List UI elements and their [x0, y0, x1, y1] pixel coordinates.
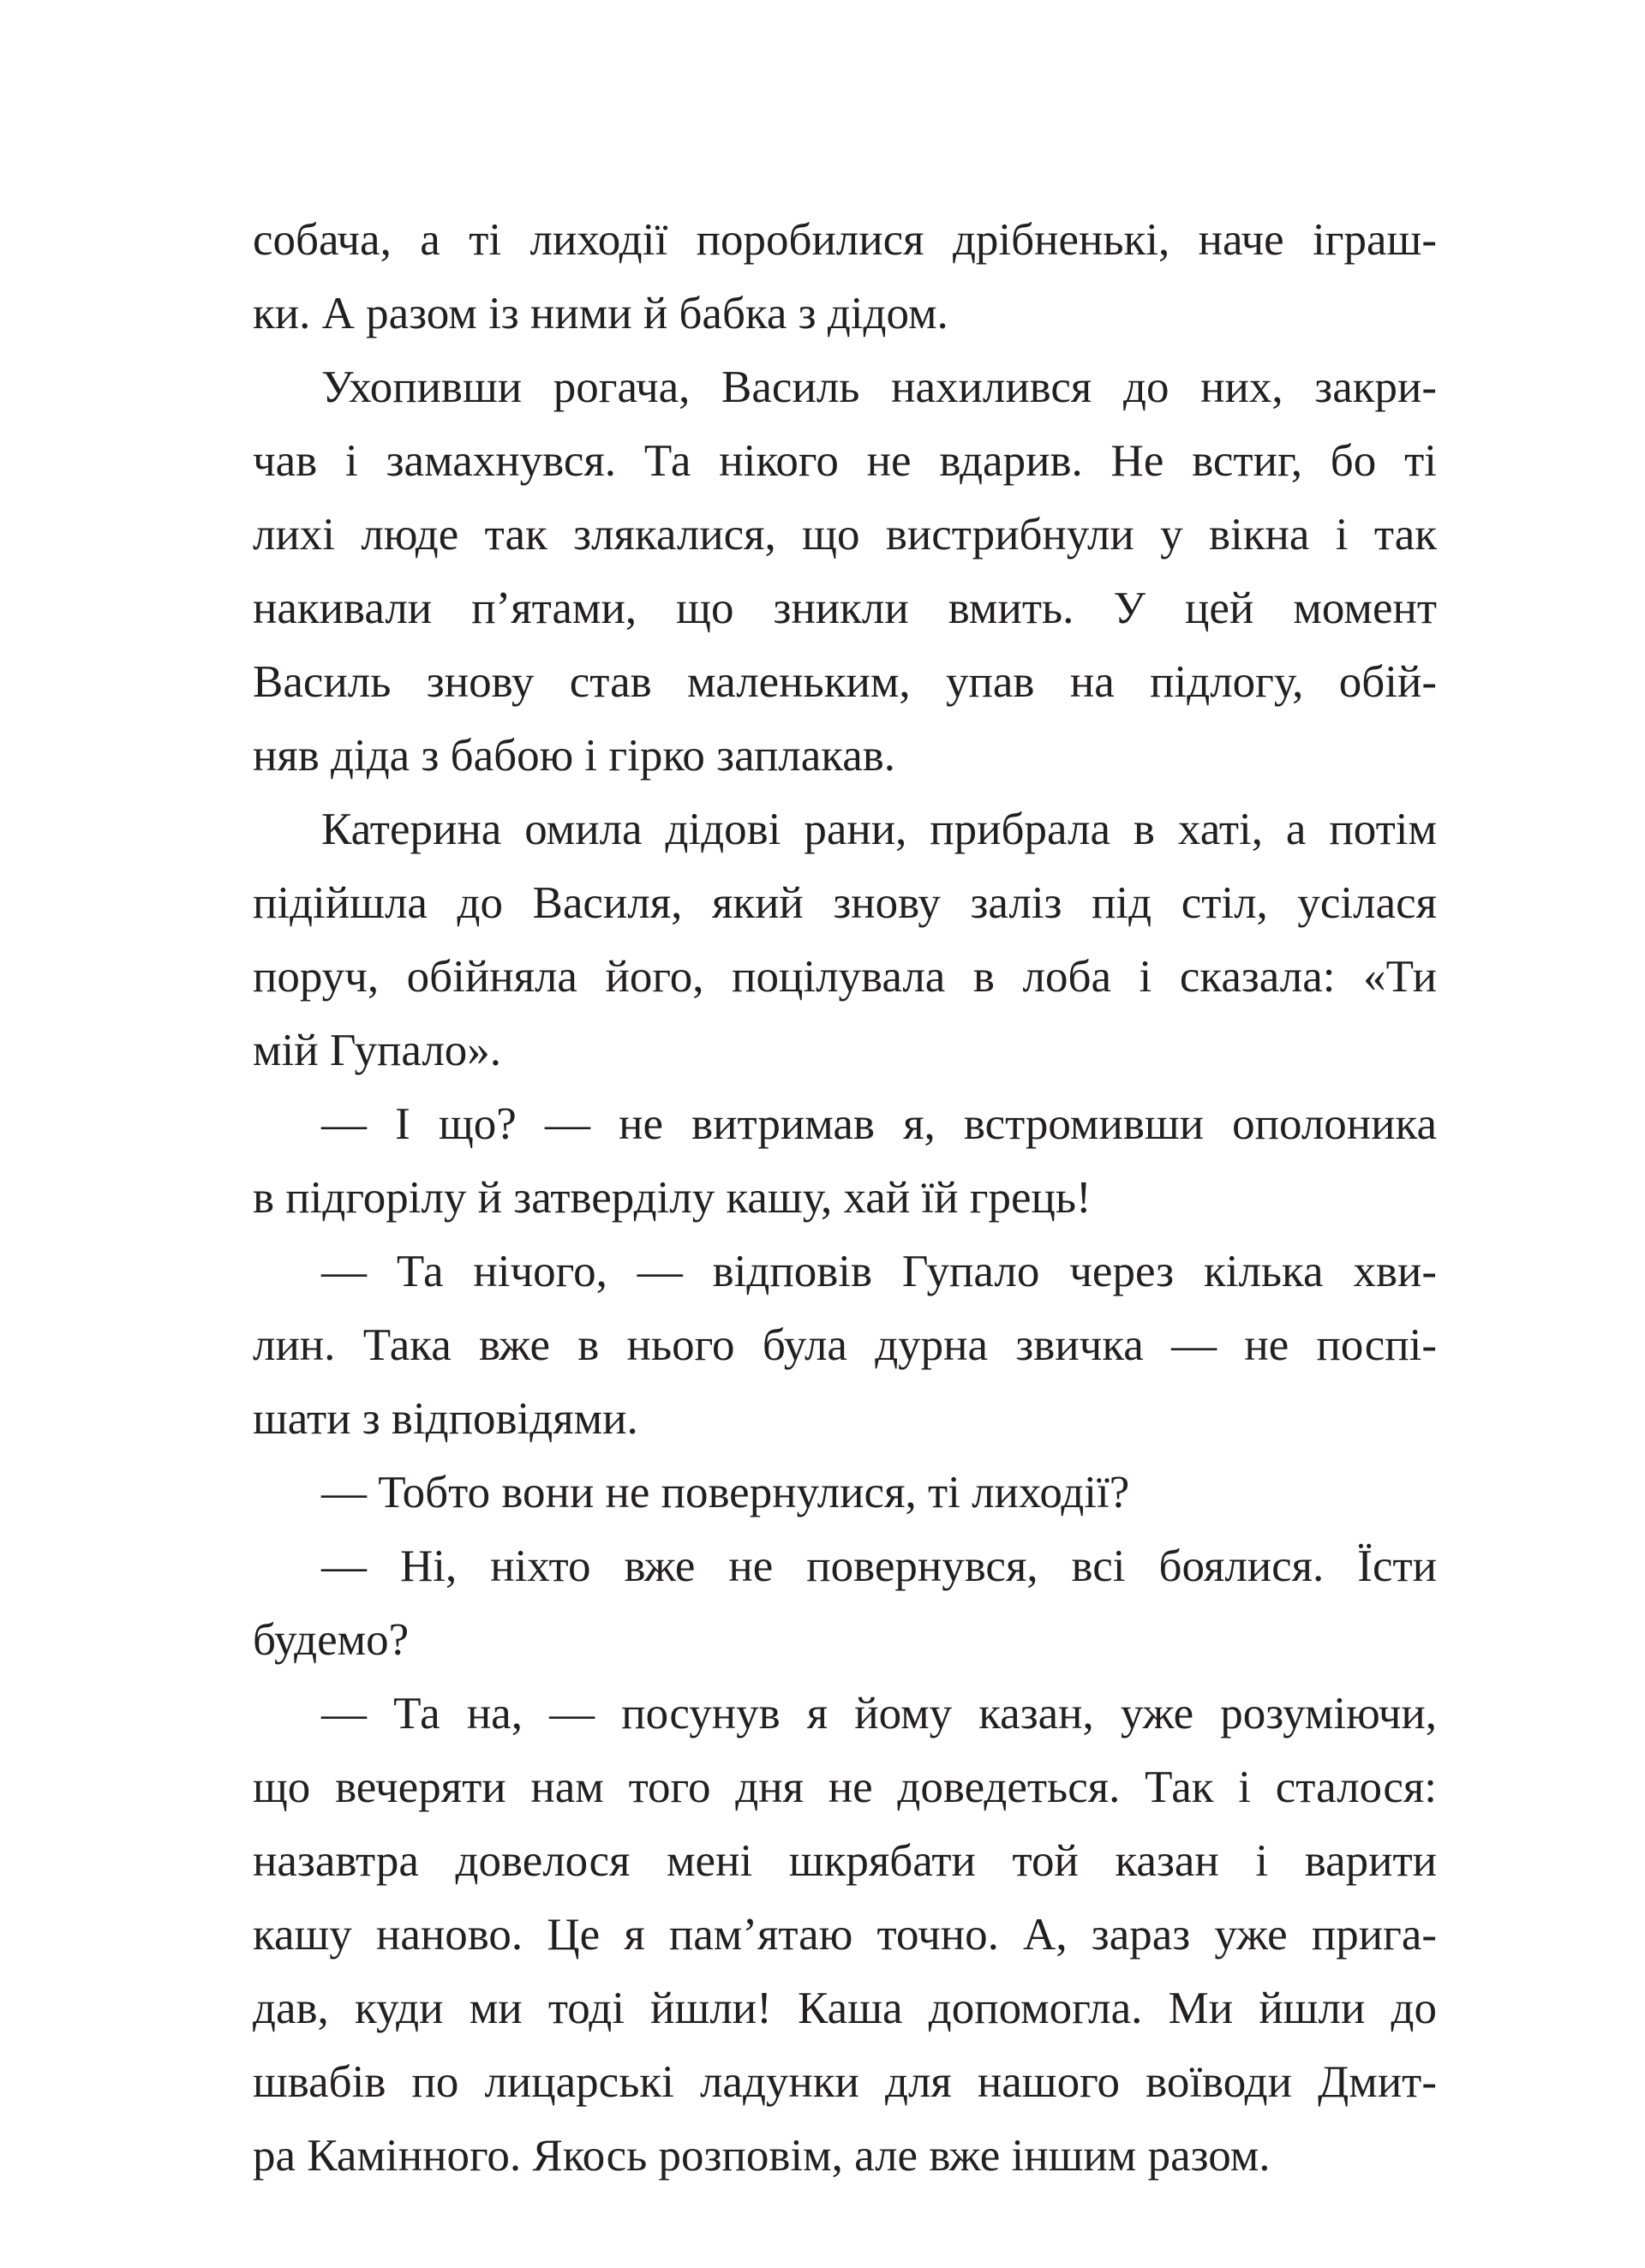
text-line: що вечеряти нам того дня не доведеться. Так і сталося: [253, 1762, 1437, 1812]
text-line: швабів по лицарські ладунки для нашого воїводи Дмит- [253, 2057, 1437, 2107]
paragraph [253, 1456, 1437, 1529]
text-line: назавтра довелося мені шкрябати той казан і варити [253, 1836, 1437, 1886]
text-line: поруч, обійняла його, поцілувала в лоба і сказала: «Ти [253, 952, 1437, 1002]
text-line: Василь знову став маленьким, упав на підлогу, обій- [253, 657, 1437, 707]
paragraph [253, 1677, 1437, 2193]
paragraph [253, 1087, 1437, 1235]
page-body-text [253, 203, 1437, 2193]
text-line: — Тобто вони не повернулися, ті лиходії? [321, 1468, 1130, 1517]
text-line: Ухопивши рогача, Василь нахилився до них, закри- [321, 362, 1437, 412]
paragraph [253, 1235, 1437, 1456]
text-line: підійшла до Василя, який знову заліз під стіл, усілася [253, 878, 1437, 928]
text-line: чав і замахнувся. Та нікого не вдарив. Не встиг, бо ті [253, 436, 1437, 486]
text-line: собача, а ті лиходії поробилися дрібненькі, наче іграш- [253, 215, 1437, 265]
text-line: ки. А разом із ними й бабка з дідом. [253, 289, 948, 338]
paragraph [253, 203, 1437, 350]
text-line: — Та нічого, — відповів Гупало через кілька хви- [321, 1247, 1437, 1296]
text-line: няв діда з бабою і гірко заплакав. [253, 731, 896, 781]
text-line: — І що? — не витримав я, встромивши ополоника [321, 1099, 1437, 1149]
paragraph [253, 350, 1437, 793]
text-line: дав, куди ми тоді йшли! Каша допомогла. Ми йшли до [253, 1984, 1437, 2033]
text-line: в підгорілу й затверділу кашу, хай їй грець! [253, 1173, 1092, 1223]
text-line: ра Камінного. Якось розповім, але вже іншим разом. [253, 2131, 1271, 2181]
paragraph [253, 1529, 1437, 1677]
text-line: мій Гупало». [253, 1026, 502, 1075]
text-line: — Та на, — посунув я йому казан, уже розуміючи, [321, 1689, 1437, 1738]
text-line: Катерина омила дідові рани, прибрала в хаті, а потім [321, 805, 1437, 854]
text-line: лин. Така вже в нього була дурна звичка — не поспі- [253, 1320, 1437, 1370]
text-line: — Ні, ніхто вже не повернувся, всі боялися. Їсти [321, 1541, 1437, 1591]
paragraph [253, 793, 1437, 1087]
text-line: накивали п’ятами, що зникли вмить. У цей момент [253, 583, 1437, 633]
text-line: шати з відповідями. [253, 1394, 638, 1444]
text-line: кашу наново. Це я пам’ятаю точно. А, зараз уже прига- [253, 1910, 1437, 1960]
text-line: лихі люде так злякалися, що вистрибнули у вікна і так [253, 510, 1437, 560]
text-line: будемо? [253, 1615, 410, 1665]
